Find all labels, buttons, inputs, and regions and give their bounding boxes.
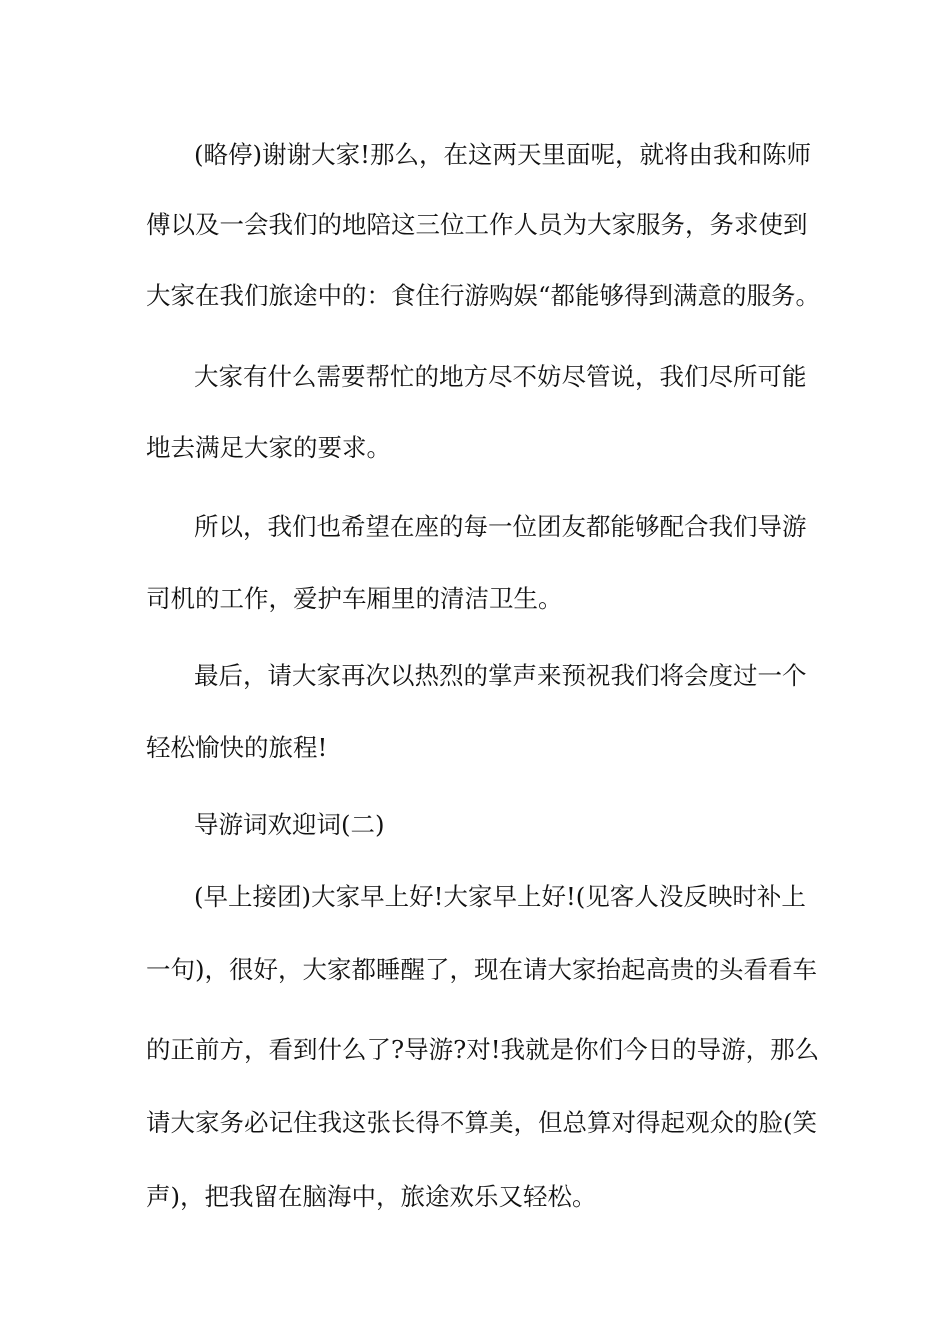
paragraph-3-line-1: 所以，我们也希望在座的每一位团友都能够配合我们导游: [194, 512, 807, 541]
paragraph-5-line-2: 一句)，很好，大家都睡醒了，现在请大家抬起高贵的头看看车: [146, 955, 818, 984]
paragraph-5-line-1: (早上接团)大家早上好!大家早上好!(见客人没反映时补上: [194, 882, 806, 911]
paragraph-2-line-2: 地去满足大家的要求。: [146, 433, 391, 462]
paragraph-4-line-2: 轻松愉快的旅程!: [146, 733, 328, 762]
section-heading: 导游词欢迎词(二): [194, 810, 385, 839]
paragraph-3-line-2: 司机的工作，爱护车厢里的清洁卫生。: [146, 584, 563, 613]
paragraph-4-line-1: 最后，请大家再次以热烈的掌声来预祝我们将会度过一个: [194, 661, 807, 690]
paragraph-5-line-5: 声)，把我留在脑海中，旅途欢乐又轻松。: [146, 1182, 597, 1211]
paragraph-1-line-2: 傅以及一会我们的地陪这三位工作人员为大家服务，务求使到: [146, 210, 808, 239]
paragraph-5-line-4: 请大家务必记住我这张长得不算美，但总算对得起观众的脸(笑: [146, 1108, 818, 1137]
paragraph-5-line-3: 的正前方，看到什么了?导游?对!我就是你们今日的导游，那么: [146, 1035, 820, 1064]
paragraph-2-line-1: 大家有什么需要帮忙的地方尽不妨尽管说，我们尽所可能: [194, 362, 807, 391]
paragraph-1-line-3: 大家在我们旅途中的：食住行游购娱“都能够得到满意的服务。: [146, 281, 821, 310]
paragraph-1-line-1: (略停)谢谢大家!那么，在这两天里面呢，就将由我和陈师: [194, 140, 811, 169]
